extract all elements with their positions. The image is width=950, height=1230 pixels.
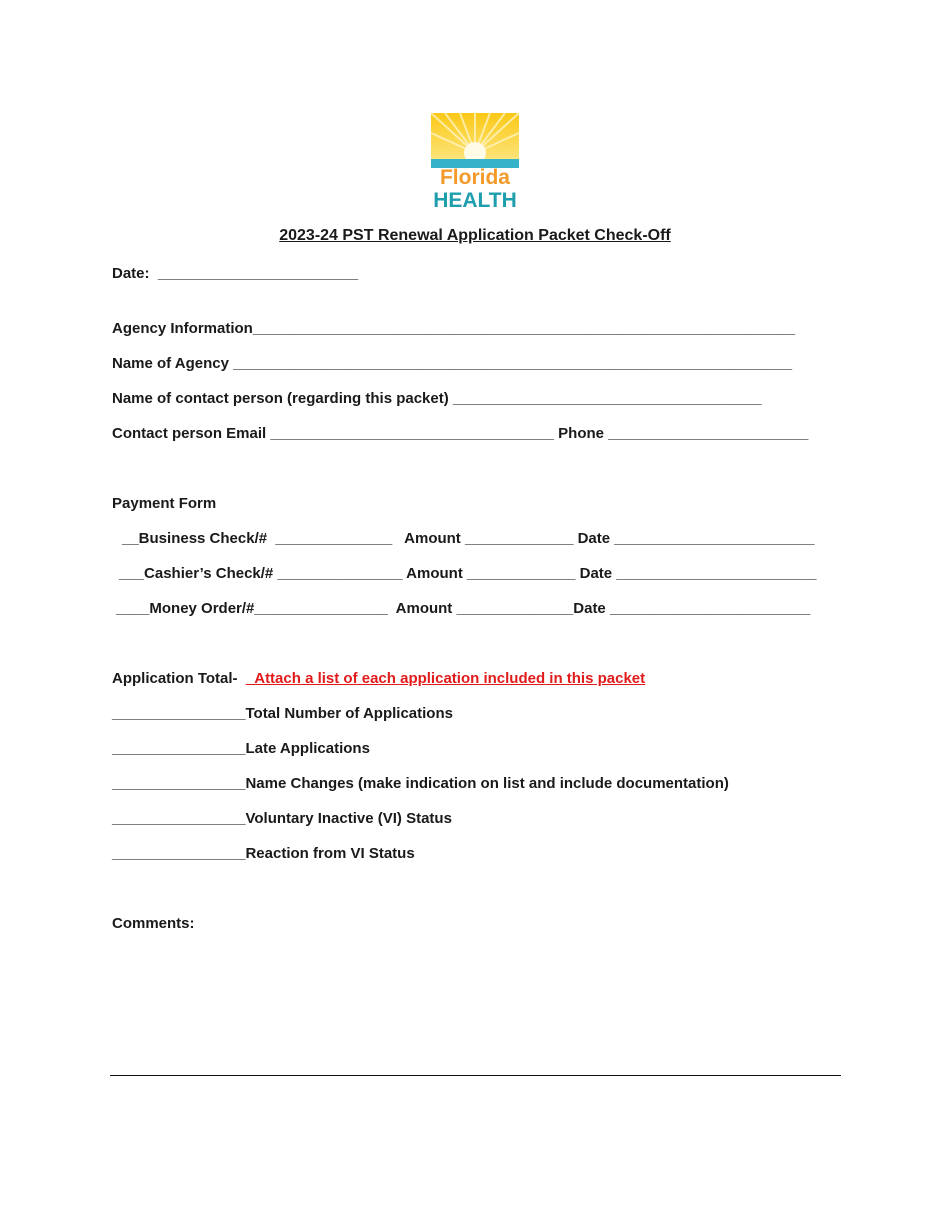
agency-information-line[interactable]: Agency Information_________________________________________________________________ [112, 320, 796, 337]
application-total-row [112, 669, 645, 689]
logo-florida-text: Florida [439, 166, 511, 189]
contact-person-line[interactable]: Name of contact person (regarding this packet) _____________________________________ [112, 390, 762, 407]
attach-list-note: _Attach a list of each application included in this packet [245, 670, 646, 687]
comments-bottom-rule [110, 1075, 841, 1076]
sun-logo-icon [431, 113, 519, 210]
logo-health-text: HEALTH [433, 189, 517, 210]
date-field-line[interactable]: Date: ________________________ [112, 265, 359, 282]
comments-label: Comments: [112, 915, 195, 932]
agency-name-line[interactable]: Name of Agency ___________________________________________________________________ [112, 355, 793, 372]
form-title: 2023-24 PST Renewal Application Packet Check-Off [279, 227, 671, 244]
payment-form-heading: Payment Form [112, 495, 217, 512]
name-changes-line[interactable]: ________________Name Changes (make indication on list and include documentation) [112, 775, 729, 792]
florida-health-logo [431, 113, 519, 210]
payment-business-check-line[interactable]: __Business Check/# ______________ Amount _____________ Date ________________________ [122, 530, 815, 547]
application-total-label: Application Total- [112, 670, 246, 687]
payment-cashiers-check-line[interactable]: ___Cashier’s Check/# _______________ Amount _____________ Date ________________________ [119, 565, 817, 582]
reaction-vi-status-line[interactable]: ________________Reaction from VI Status [112, 845, 415, 862]
late-applications-line[interactable]: ________________Late Applications [112, 740, 370, 757]
contact-email-phone-line[interactable]: Contact person Email __________________________________ Phone ________________________ [112, 425, 809, 442]
payment-money-order-line[interactable]: ____Money Order/#________________ Amount ______________Date ________________________ [116, 600, 811, 617]
total-applications-line[interactable]: ________________Total Number of Applications [112, 705, 453, 722]
voluntary-inactive-line[interactable]: ________________Voluntary Inactive (VI) Status [112, 810, 452, 827]
